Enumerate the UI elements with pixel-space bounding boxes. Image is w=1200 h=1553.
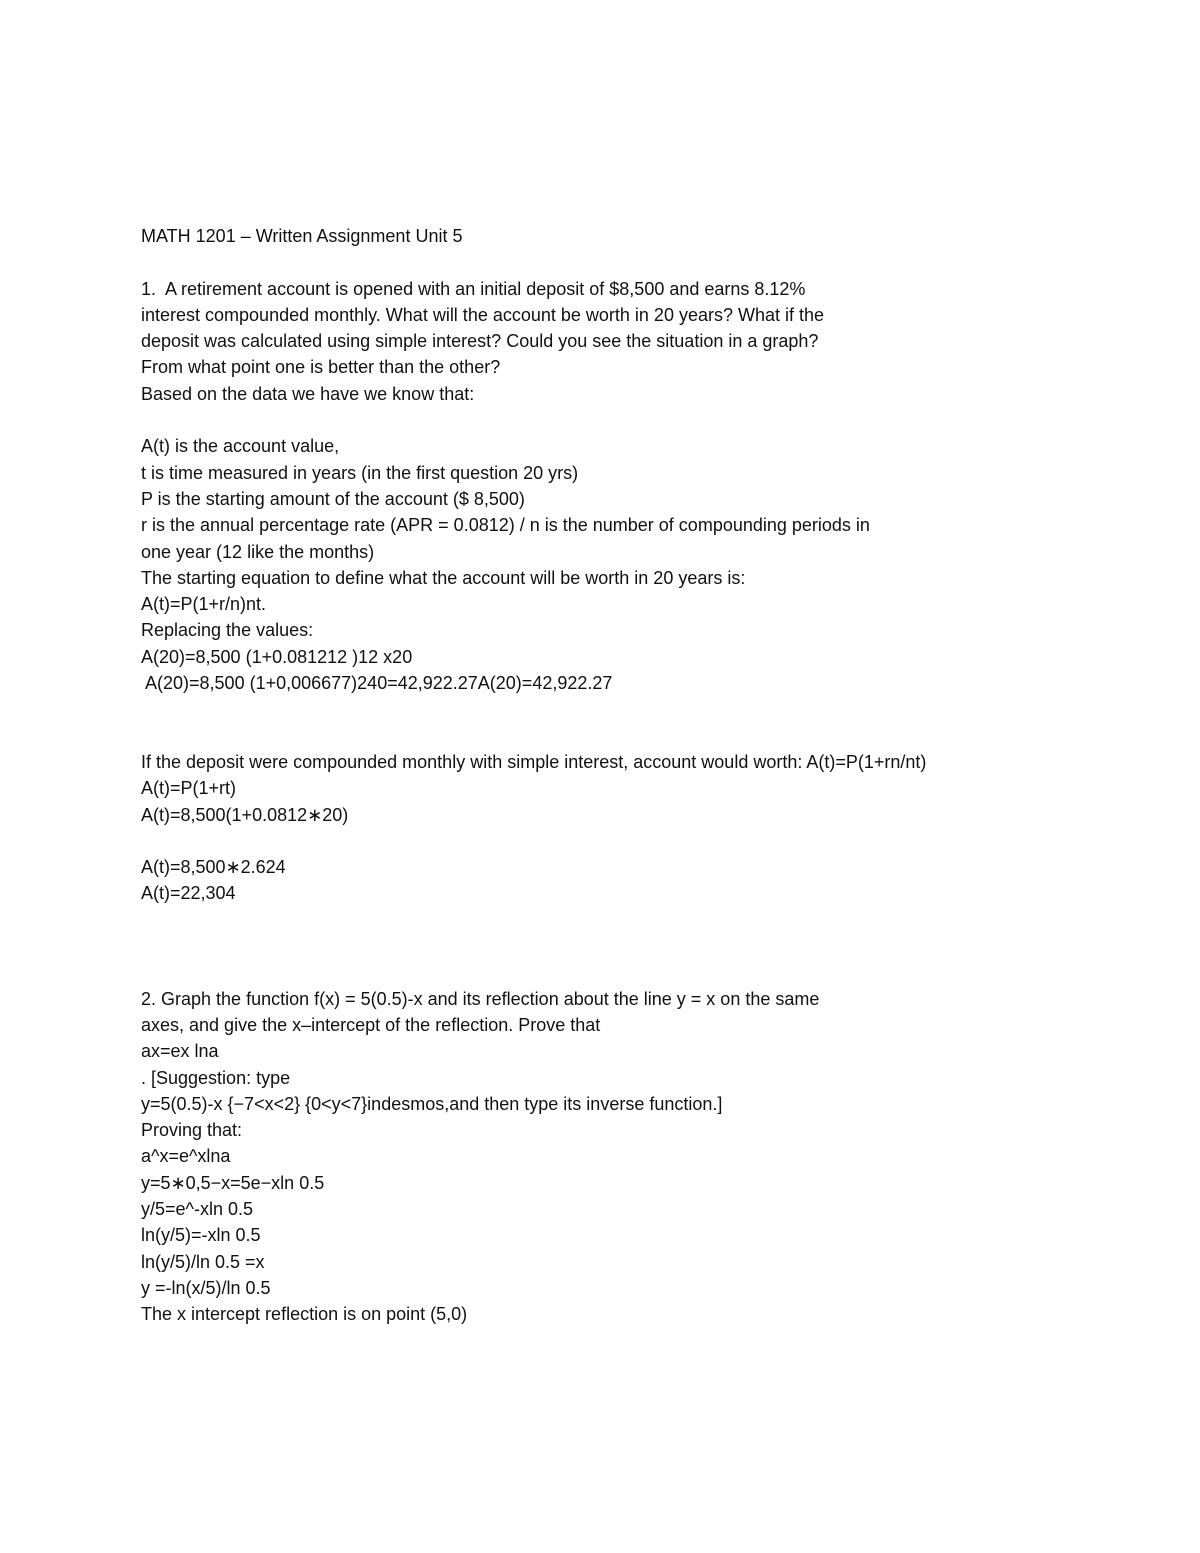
equation-line: A(t)=8,500∗2.624 <box>141 857 286 878</box>
answer-1-line: r is the annual percentage rate (APR = 0.0812) / n is the number of compounding periods in <box>141 515 870 536</box>
equation-line: A(t)=P(1+rt) <box>141 778 237 799</box>
equation-line: y =-ln(x/5)/ln 0.5 <box>141 1277 271 1298</box>
question-2-line: axes, and give the x–intercept of the reflection. Prove that <box>141 1014 601 1035</box>
equation-line: A(t)=P(1+r/n)nt. <box>141 594 267 615</box>
blank-line <box>141 959 1101 985</box>
question-2-line: y=5(0.5)-x {−7<x<2} {0<y<7}indesmos,and then type its inverse function.] <box>141 1093 723 1114</box>
equation-line: A(20)=8,500 (1+0,006677)240=42,922.27A(20)=42,922.27 <box>141 673 613 694</box>
answer-1-line: A(t) is the account value, <box>141 436 340 457</box>
equation-line: y=5∗0,5−x=5e−xln 0.5 <box>141 1172 325 1193</box>
blank-line <box>141 828 1101 854</box>
question-2-line: 2. Graph the function f(x) = 5(0.5)-x and its reflection about the line y = x on the same <box>141 988 820 1009</box>
answer-1-line: Based on the data we have we know that: <box>141 383 475 404</box>
equation-line: y/5=e^-xln 0.5 <box>141 1198 254 1219</box>
answer-1-line: The starting equation to define what the account will be worth in 20 years is: <box>141 567 746 588</box>
blank-line <box>141 907 1101 933</box>
answer-1-line: one year (12 like the months) <box>141 541 375 562</box>
answer-2-line: The x intercept reflection is on point (5,0) <box>141 1304 468 1325</box>
answer-1-line: If the deposit were compounded monthly with simple interest, account would worth: A(t)=P(1+rn/nt) <box>141 751 927 772</box>
blank-line <box>141 723 1101 749</box>
blank-line <box>141 249 1101 275</box>
question-2-line: . [Suggestion: type <box>141 1067 291 1088</box>
blank-line <box>141 696 1101 722</box>
blank-line <box>141 933 1101 959</box>
document-title: MATH 1201 – Written Assignment Unit 5 <box>141 226 463 246</box>
equation-line: A(t)=22,304 <box>141 883 236 904</box>
equation-line: ln(y/5)/ln 0.5 =x <box>141 1251 265 1272</box>
question-2-line: ax=ex lna <box>141 1041 219 1062</box>
answer-2-line: Proving that: <box>141 1120 243 1141</box>
question-1-line: interest compounded monthly. What will the account be worth in 20 years? What if the <box>141 304 825 325</box>
blank-line <box>141 407 1101 433</box>
equation-line: a^x=e^xlna <box>141 1146 231 1167</box>
equation-line: A(t)=8,500(1+0.0812∗20) <box>141 804 349 825</box>
equation-line: ln(y/5)=-xln 0.5 <box>141 1225 261 1246</box>
document-body <box>141 223 1101 1327</box>
equation-line: A(20)=8,500 (1+0.081212 )12 x20 <box>141 646 413 667</box>
answer-1-line: t is time measured in years (in the first question 20 yrs) <box>141 462 579 483</box>
question-1-line: 1. A retirement account is opened with an initial deposit of $8,500 and earns 8.12% <box>141 278 806 299</box>
answer-1-line: P is the starting amount of the account ($ 8,500) <box>141 488 525 509</box>
question-1-line: deposit was calculated using simple interest? Could you see the situation in a graph? <box>141 331 819 352</box>
question-1-line: From what point one is better than the other? <box>141 357 501 378</box>
answer-1-line: Replacing the values: <box>141 620 314 641</box>
